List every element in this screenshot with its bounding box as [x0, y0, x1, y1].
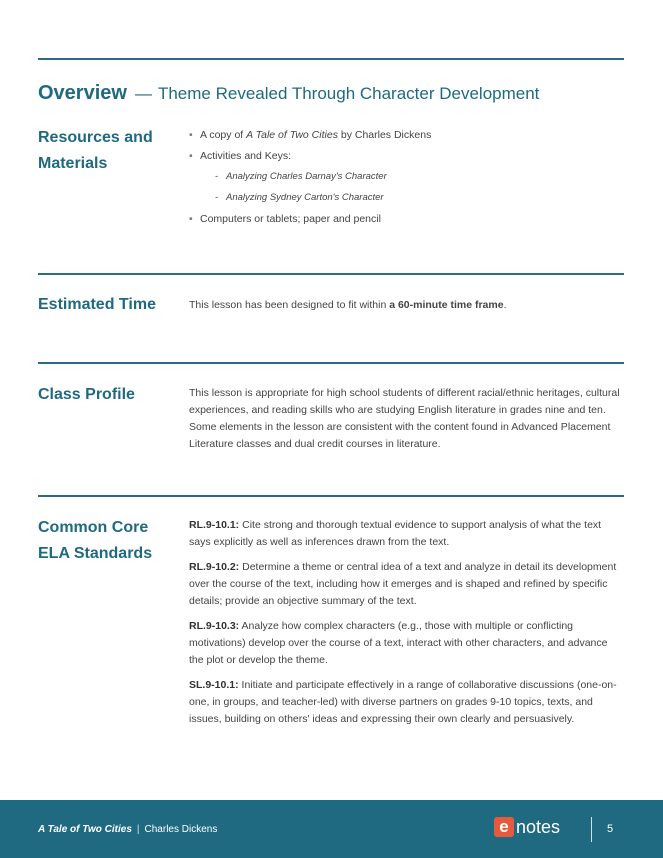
- overview-header: [38, 82, 539, 105]
- footer-citation: [38, 824, 217, 835]
- list-item: • A copy of A Tale of Two Cities by Charles Dickens: [189, 128, 624, 142]
- class-profile-title: Class Profile: [38, 386, 135, 403]
- resources-list: [189, 128, 624, 226]
- class-profile-body: This lesson is appropriate for high school students of different racial/ethnic heritages, cultural experiences, and reading skills who are studying English literature in grades nine and ten. Some elements in the lesson are consistent with the content found in Advanced Placement Literature classes and dual credit courses in literature.: [189, 387, 620, 450]
- page-number: 5: [607, 823, 614, 835]
- estimated-time-title: Estimated Time: [38, 296, 156, 313]
- list-item: • Computers or tablets; paper and pencil: [189, 212, 624, 226]
- standards-title: Common Core ELA Standards: [38, 519, 153, 562]
- sublist-item: - Analyzing Sydney Carton's Character: [200, 191, 624, 204]
- activities-sublist: [200, 170, 624, 204]
- overview-subtitle: Theme Revealed Through Character Development: [157, 84, 540, 103]
- estimated-time-body: This lesson has been designed to fit within a 60-minute time frame.: [189, 299, 507, 311]
- enotes-logo: [494, 817, 560, 839]
- standard-item: RL.9-10.2: Determine a theme or central idea of a text and analyze in detail its development over the course of the text, including how it emerges and is shaped and refined by specific details; provide an objective summary of the text.: [189, 561, 617, 607]
- section-divider: [38, 273, 624, 275]
- page-footer: [0, 800, 663, 858]
- standard-item: SL.9-10.1: Initiate and participate effectively in a range of collaborative discussions (one-on-one, in groups, and teacher-led) with diverse partners on grades 9-10 topics, texts, and issues, building on others' ideas and expressing their own clearly and persuasively.: [189, 679, 617, 725]
- enotes-e-icon: e: [494, 817, 514, 837]
- standard-item: RL.9-10.1: Cite strong and thorough textual evidence to support analysis of what the text says explicitly as well as inferences drawn from the text.: [189, 519, 602, 548]
- overview-dash: —: [134, 84, 152, 103]
- list-item: • Activities and Keys: - Analyzing Charles Darnay's Character - Analyzing Sydney Carton's Character: [189, 149, 624, 204]
- resources-title: Resources and Materials: [38, 129, 153, 172]
- enotes-wordmark: notes: [516, 817, 561, 837]
- footer-divider: [591, 817, 592, 842]
- standard-item: RL.9-10.3: Analyze how complex characters (e.g., those with multiple or conflicting motivations) develop over the course of a text, interact with other characters, and advance the plot or develop the theme.: [189, 620, 608, 666]
- overview-title: Overview: [38, 82, 127, 104]
- top-rule: [38, 58, 624, 60]
- sublist-item: - Analyzing Charles Darnay's Character: [200, 170, 624, 183]
- section-divider: [38, 362, 624, 364]
- standards-body: [189, 517, 624, 736]
- footer-separator: |: [136, 824, 140, 835]
- section-divider: [38, 495, 624, 497]
- footer-book-title: A Tale of Two Cities: [38, 824, 132, 835]
- resources-body: [189, 128, 624, 233]
- footer-author: Charles Dickens: [144, 824, 218, 835]
